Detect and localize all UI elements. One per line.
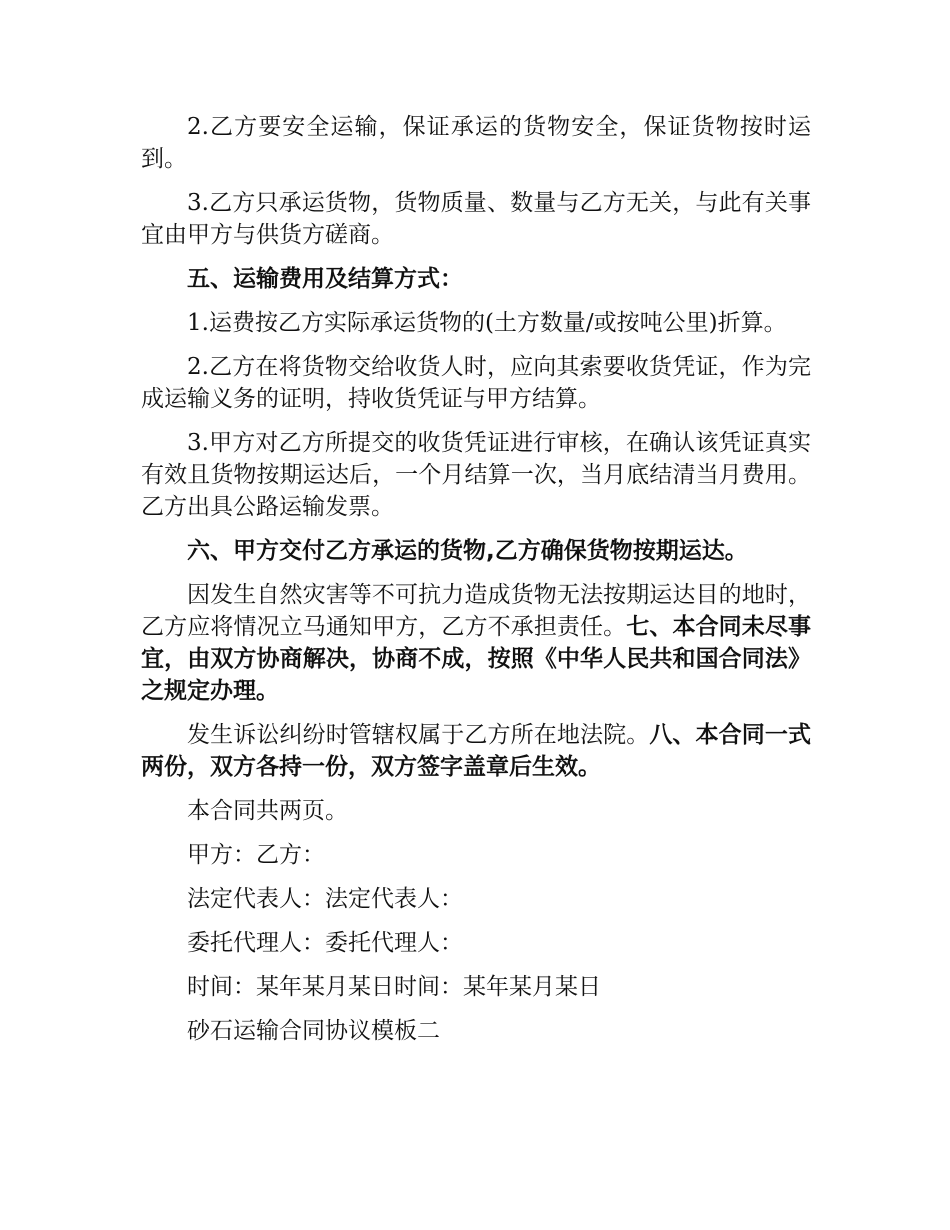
section-7-heading: 七、本合同未尽事宜，由双方协商解决，协商不成，按照《中华人民共和国合同法》之规定办理。 [141, 614, 812, 704]
clause-5-3: 3.甲方对乙方所提交的收货凭证进行审核，在确认该凭证真实有效且货物按期运达后，一个月结算一次，当月底结清当月费用。乙方出具公路运输发票。 [141, 430, 811, 520]
document-page [141, 111, 811, 1059]
clause-5-2: 2.乙方在将货物交给收货人时，应向其索要收货凭证，作为完成运输义务的证明，持收货凭证与甲方结算。 [141, 354, 811, 412]
date-line: 时间：某年某月某日时间：某年某月某日 [187, 974, 601, 1000]
section-5-heading: 五、运输费用及结算方式： [187, 266, 463, 292]
section-6-7-paragraph [141, 579, 811, 707]
pages-note: 本合同共两页。 [187, 798, 348, 824]
clause-5-1: 1.运费按乙方实际承运货物的(土方数量/或按吨公里)折算。 [187, 310, 787, 336]
agent-line: 委托代理人：委托代理人： [187, 930, 463, 956]
section-8-paragraph [141, 719, 811, 783]
section-8-heading: 八、本合同一式两份，双方各持一份，双方签字盖章后生效。 [141, 722, 812, 780]
clause-4-2: 2.乙方要安全运输，保证承运的货物安全，保证货物按时运到。 [141, 114, 811, 172]
legal-rep-line: 法定代表人：法定代表人： [187, 886, 463, 912]
parties-line: 甲方：乙方： [187, 842, 325, 868]
clause-4-3: 3.乙方只承运货物，货物质量、数量与乙方无关，与此有关事宜由甲方与供货方磋商。 [141, 190, 811, 248]
next-template-title: 砂石运输合同协议模板二 [187, 1018, 440, 1044]
jurisdiction-text: 发生诉讼纠纷时管辖权属于乙方所在地法院。 [187, 722, 650, 748]
force-majeure-text: 因发生自然灾害等不可抗力造成货物无法按期运达目的地时，乙方应将情况立马通知甲方，乙方不承担责任。 [141, 582, 811, 640]
section-6-heading: 六、甲方交付乙方承运的货物,乙方确保货物按期运达。 [187, 538, 748, 564]
